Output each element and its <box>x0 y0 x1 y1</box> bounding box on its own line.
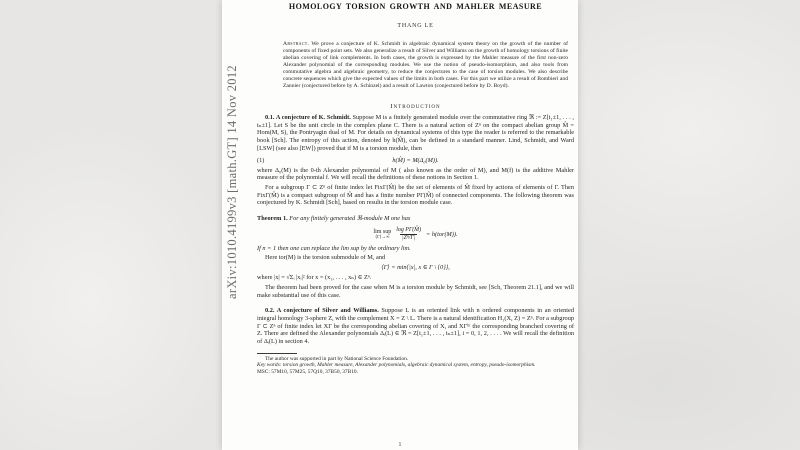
section-0-2-paragraph <box>257 307 574 346</box>
limsup-text: lim sup <box>373 228 392 235</box>
footnote-support: The author was supported in part by National Science Foundation. <box>265 355 409 362</box>
section-0-1-heading: 0.1. A conjecture of K. Schmidt. <box>265 114 351 121</box>
paragraph-proved: The theorem had been proved for the case when M is a torsion module by Schmidt, see [Sch, Theorem 21.1], and we will make substantial use of this case. <box>257 283 574 299</box>
equation-rhs: = h(tor(M)). <box>426 230 458 238</box>
page-number: 1 <box>398 442 402 448</box>
footnote-block <box>257 353 574 376</box>
paper-content <box>257 0 574 376</box>
paper-author: THANG LE <box>397 23 434 29</box>
paper-title: HOMOLOGY TORSION GROWTH AND MAHLER MEASURE <box>288 2 543 11</box>
paragraph-where-delta: where Δ₀(M) is the 0-th Alexander polynomial of M ( also known as the order of M), and M(f) is the additive Mahler measure of the polynomial f. We will recall the definitions of these notions in Section 1. <box>257 166 574 182</box>
abstract <box>283 41 568 90</box>
paragraph-subgroup: For a subgroup Γ ⊂ Zⁿ of finite index let FixΓ(M̂) be the set of elements of M̂ fixed by actions of elements of Γ. Then FixΓ(M̂) is a compact subgroup of M̂ and has a finite number PΓ(M̂) of connected components. The following theorem was conjectured by K. Schmidt [Sch], based on results in the torsion module case. <box>257 183 574 207</box>
paragraph-here-tor: Here tor(M) is the torsion submodule of M, and <box>265 254 386 262</box>
limsup-operator <box>373 229 391 240</box>
section-0-1-body: Suppose M is a finitely generated module over the commutative ring ℜ := Z[t₁±1, . . . , tₙ±1]. Let S be the unit circle in the complex plane C. There is a natural action of Zⁿ on the compact abelian group M̂ = Hom(M, S), the Pontryagin dual of M. For details on dynamical systems of this type the reader is referred to the remarkable book [Sch]. The entropy of this action, denoted by h(M̂), can be defined in a standard manner. Lind, Schmidt, and Ward [LSW] (see also [EW]) proved that if M is a torsion module, then <box>257 114 574 152</box>
theorem-1-display-equation <box>257 227 574 242</box>
abstract-text: We prove a conjecture of K. Schmidt in algebraic dynamical system theory on the growth of the number of components of fixed point sets. We also generalize a result of Silver and Williams on the growth of homology torsions of finite abelian covering of link complements. In both cases, the growth is expressed by the Mahler measure of the first non-zero Alexander polynomial of the corresponding modules. We use the notion of pseudo-isomorphism, and also tools from commutative algebra and algebraic geometry, to reduce the conjectures to the case of torsion modules. We also describe concrete sequences which give the expected values of the limits in both cases. For this part we utilize a result of Bombieri and Zannier (conjectured before by A. Schinzel) and a result of Lawton (conjectured before by D. Boyd). <box>283 41 568 89</box>
equation-1 <box>257 157 574 165</box>
equation-1-formula: h(M̂) = M(Δ₀(M)). <box>392 156 439 164</box>
introduction-heading: Introduction <box>390 103 441 110</box>
paragraph-norm: where |x| = √Σᵢ |xᵢ|² for x = (x₁, . . . , xₙ) ∈ Zⁿ. <box>257 274 372 282</box>
footnote-rule <box>257 353 297 354</box>
theorem-1-remark: If n = 1 then one can replace the lim sup by the ordinary lim. <box>257 244 411 252</box>
theorem-1 <box>257 215 574 223</box>
theorem-1-label: Theorem 1. <box>257 215 288 223</box>
equation-gamma: ⟨Γ⟩ = min{|x|, x ∈ Γ \ {0}}, <box>381 264 450 272</box>
section-0-2-body: Suppose L is an oriented link with n ordered components in an oriented integral homology 3-sphere Z, with the complement X = Z \ L. There is a natural identification H₁(X, Z) = Zⁿ. For a subgroup Γ ⊂ Zⁿ of finite index let XΓ be the corresponding abelian covering of X, and XΓᵇʳ the corresponding branched covering of Z. There are defined the Alexander polynomials Δᵢ(L) ∈ ℜ = Z[t₁±1, . . . , tₙ±1], i = 0, 1, 2, . . . . We will recall the definition of Δᵢ(L) in section 4. <box>257 307 574 346</box>
fraction <box>394 227 423 242</box>
paper-page <box>222 0 578 450</box>
fraction-denominator: |Zⁿ/Γ| <box>401 234 416 241</box>
section-0-1-paragraph <box>257 114 574 153</box>
arxiv-watermark: arXiv:1010.4199v3 [math.GT] 14 Nov 2012 <box>225 65 239 299</box>
section-0-2-heading: 0.2. A conjecture of Silver and Williams. <box>265 307 379 315</box>
limsup-subscript: ⟨Γ⟩→∞ <box>375 233 390 239</box>
equation-1-number: (1) <box>257 156 265 164</box>
footnote-keywords: Key words: torsion growth, Mahler measure, Alexander polynomials, algebraic dynamical system, entropy, pseudo-isomorphism. <box>257 362 536 369</box>
theorem-1-statement: For any finitely generated ℜ-module M one has <box>287 215 411 223</box>
footnote-msc: MSC: 57M10, 57M25, 57Q10, 37B50, 37B10. <box>257 368 358 375</box>
fraction-numerator: log PΓ(M̂) <box>396 226 422 233</box>
abstract-label: Abstract. <box>283 41 310 47</box>
